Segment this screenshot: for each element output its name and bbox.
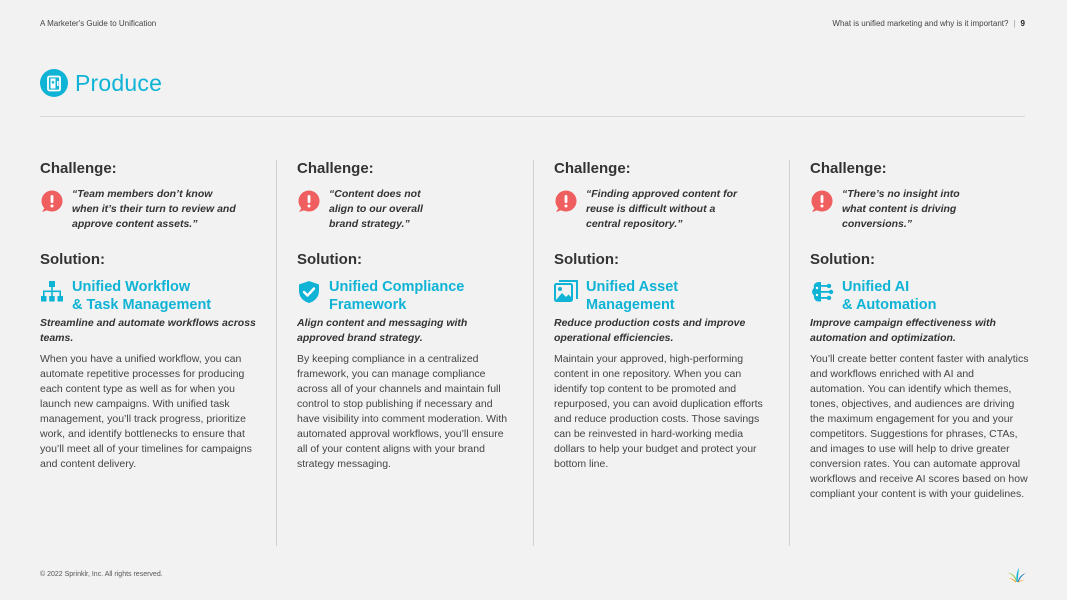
solution-body: Maintain your approved, high-performing content in one repository. When you can identify top content to be promoted and repurposed, you can avoid duplication efforts and reduce production costs. Those savings can be reinvested in hard-working media dollars to help your budget and protect your bottom line. — [554, 353, 763, 470]
solution-title: Unified Asset Management — [586, 279, 679, 313]
alert-icon — [810, 189, 834, 213]
alert-icon — [297, 189, 321, 213]
challenge-label: Challenge: — [40, 160, 117, 177]
page-title-row — [40, 69, 162, 97]
challenge-label: Challenge: — [297, 160, 374, 177]
column-workflow — [40, 160, 260, 472]
workflow-hierarchy-icon — [40, 280, 64, 304]
alert-icon — [554, 189, 578, 213]
solution-body: You’ll create better content faster with analytics and workflows enriched with AI and automation. You can identify which themes, tones, objectives, and audiences are driving the maximum engagement for you and your competitors. Suggestions for phrases, CTAs, and images to use will help to drive greater conversion rates. You can automate approval workflows and receive AI scores based on how compliant your content is with your guidelines. — [810, 353, 1029, 500]
solution-subhead: Improve campaign effectiveness with automation and optimization. — [810, 317, 996, 344]
challenge-block — [554, 187, 774, 231]
solution-label: Solution: — [40, 251, 105, 268]
challenge-quote: “Content does not align to our overall brand strategy.” — [329, 188, 423, 230]
page-header-right — [832, 19, 1025, 28]
challenge-quote: “Finding approved content for reuse is difficult without a central repository.” — [586, 188, 738, 230]
solution-label: Solution: — [297, 251, 362, 268]
shield-check-icon — [297, 280, 321, 304]
page-number: 9 — [1020, 19, 1025, 28]
ai-brain-icon — [810, 280, 834, 304]
solution-label: Solution: — [810, 251, 875, 268]
solution-subhead: Streamline and automate workflows across teams. — [40, 317, 256, 344]
column-compliance — [297, 160, 517, 472]
solution-body: When you have a unified workflow, you can automate repetitive processes for producing each content type as well as for when you launch new campaigns. With unified task management, you’ll track progress, prioritize work, and identify bottlenecks to ensure that you’ll meet all of your timelines for campaigns and content delivery. — [40, 353, 252, 470]
solution-title: Unified Workflow & Task Management — [72, 279, 212, 313]
challenge-block — [40, 187, 260, 231]
document-icon — [40, 69, 68, 97]
column-assets — [554, 160, 774, 472]
sprinklr-logo-icon — [1007, 567, 1027, 583]
challenge-block — [810, 187, 1030, 231]
solution-label: Solution: — [554, 251, 619, 268]
column-ai — [810, 160, 1030, 502]
document-title: A Marketer's Guide to Unification — [40, 19, 157, 28]
column-divider — [276, 160, 277, 546]
solution-subhead: Align content and messaging with approved brand strategy. — [297, 317, 468, 344]
challenge-label: Challenge: — [554, 160, 631, 177]
challenge-block — [297, 187, 517, 231]
challenge-quote: “Team members don’t know when it’s their turn to review and approve content assets.” — [72, 188, 236, 230]
section-title: What is unified marketing and why is it important? — [832, 19, 1009, 28]
alert-icon — [40, 189, 64, 213]
solution-heading — [810, 278, 1030, 314]
solution-title: Unified Compliance Framework — [329, 279, 465, 313]
column-divider — [533, 160, 534, 546]
solution-heading — [297, 278, 517, 314]
challenge-label: Challenge: — [810, 160, 887, 177]
solution-title: Unified AI & Automation — [842, 279, 937, 313]
copyright: © 2022 Sprinklr, Inc. All rights reserved. — [40, 571, 163, 578]
page-title: Produce — [75, 69, 163, 96]
solution-heading — [554, 278, 774, 314]
title-divider — [40, 116, 1025, 117]
challenge-quote: “There’s no insight into what content is driving conversions.” — [842, 188, 960, 230]
solution-body: By keeping compliance in a centralized framework, you can manage compliance across all of your channels and maintain full control to stop publishing if necessary and have visibility into comment moderation. With automated approval workflows, you’ll ensure all of your content aligns with your brand strategy messaging. — [297, 353, 508, 470]
image-gallery-icon — [554, 280, 578, 304]
solution-subhead: Reduce production costs and improve operational efficiencies. — [554, 317, 746, 344]
column-divider — [789, 160, 790, 546]
solution-heading — [40, 278, 260, 314]
header-separator: | — [1013, 19, 1016, 28]
